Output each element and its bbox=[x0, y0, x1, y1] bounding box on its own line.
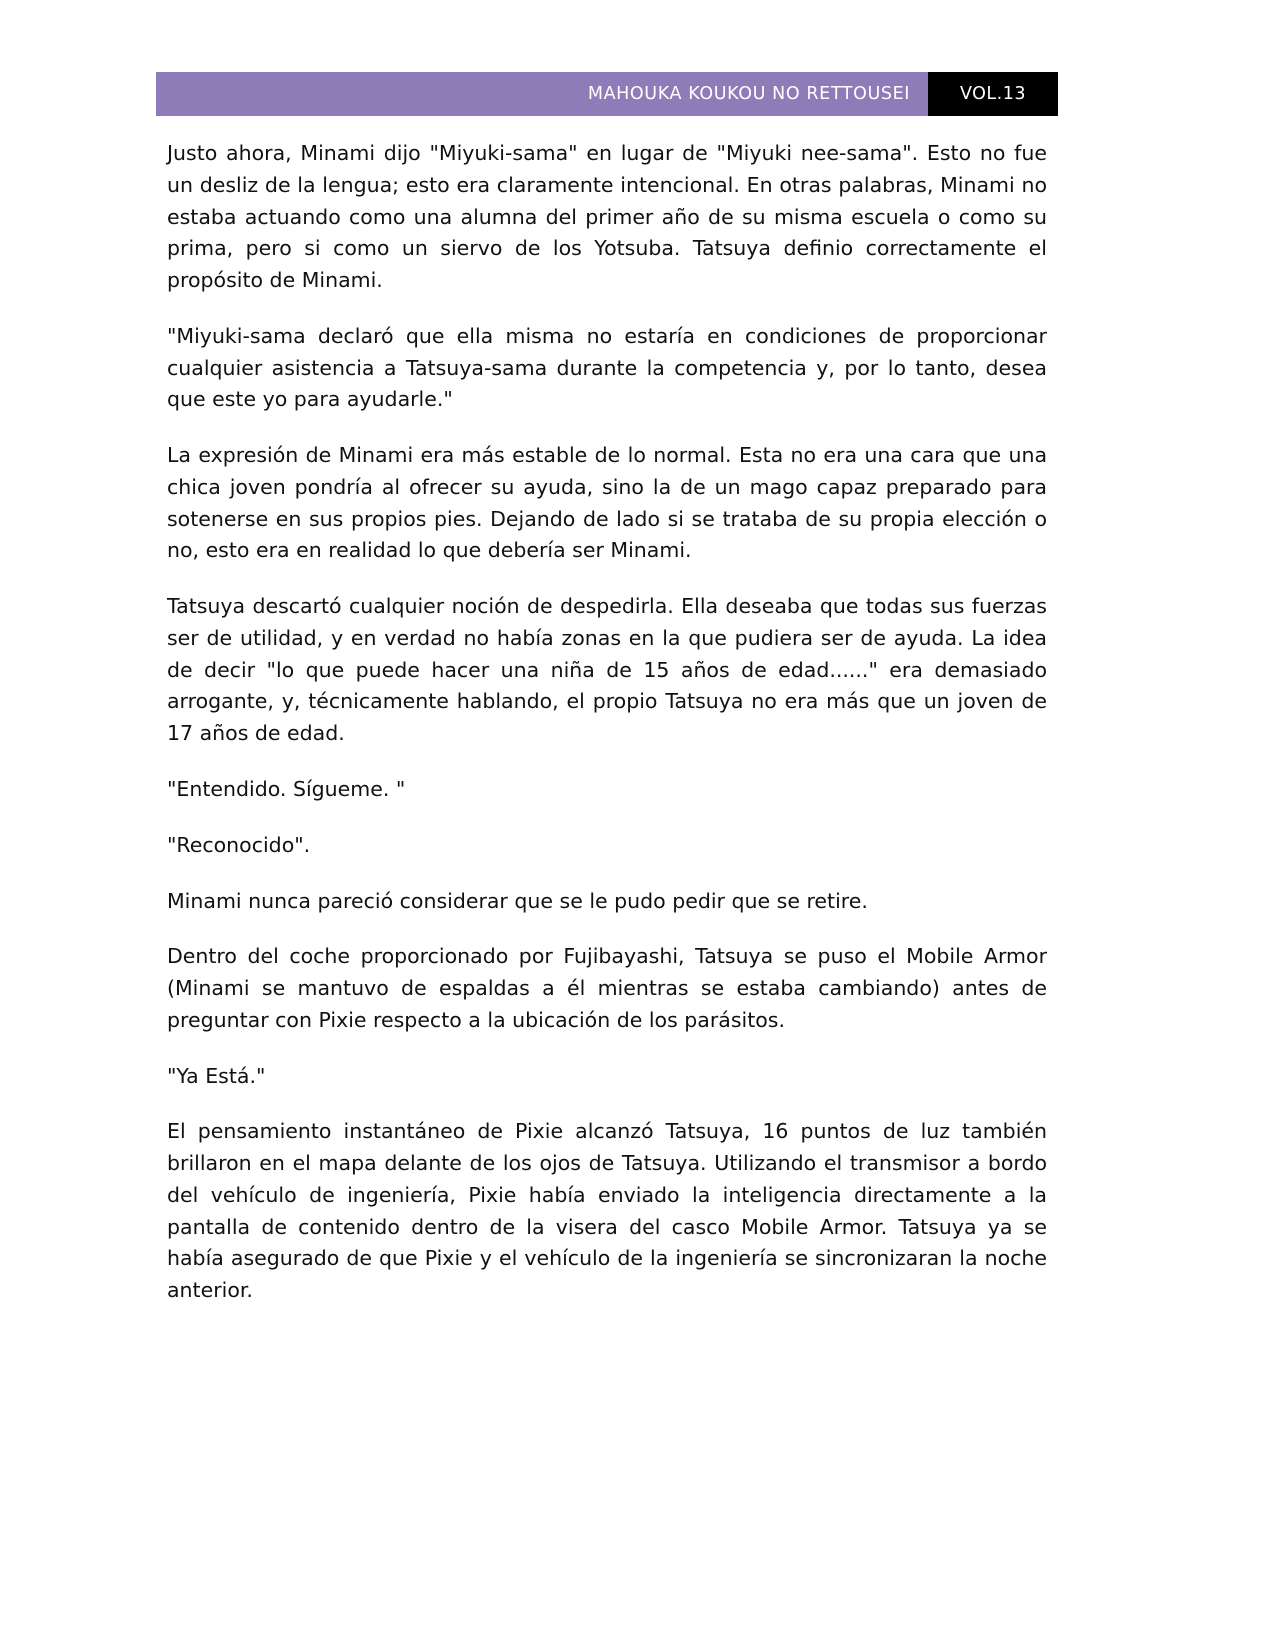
header-title-bar bbox=[156, 72, 928, 116]
paragraph: "Entendido. Sígueme. " bbox=[167, 777, 406, 802]
paragraph: "Miyuki-sama declaró que ella misma no estaría en condiciones de proporcionar cualquier asistencia a Tatsuya-sama durante la competencia y, por lo tanto, desea que este yo para ayudarle." bbox=[167, 323, 1047, 412]
paragraph: Dentro del coche proporcionado por Fujibayashi, Tatsuya se puso el Mobile Armor (Minami se mantuvo de espaldas a él mientras se estaba cambiando) antes de preguntar con Pixie respecto a la ubicación de los parásitos. bbox=[167, 944, 1047, 1032]
document-body bbox=[167, 138, 1047, 1307]
paragraph: El pensamiento instantáneo de Pixie alcanzó Tatsuya, 16 puntos de luz también brillaron en el mapa delante de los ojos de Tatsuya. Utilizando el transmisor a bordo del vehículo de ingeniería, Pixie había enviado la inteligencia directamente a la pantalla de contenido dentro de la visera del casco Mobile Armor. Tatsuya ya se había asegurado de que Pixie y el vehículo de la ingeniería se sincronizaran la noche anterior. bbox=[167, 1119, 1047, 1303]
paragraph: La expresión de Minami era más estable de lo normal. Esta no era una cara que una chica joven pondría al ofrecer su ayuda, sino la de un mago capaz preparado para sotenerse en sus propios pies. Dejando de lado si se trataba de su propia elección o no, esto era en realidad lo que debería ser Minami. bbox=[167, 443, 1047, 563]
paragraph: Tatsuya descartó cualquier noción de despedirla. Ella deseaba que todas sus fuerzas ser de utilidad, y en verdad no había zonas en la que pudiera ser de ayuda. La idea de decir "lo que puede hacer una niña de 15 años de edad......" era demasiado arrogante, y, técnicamente hablando, el propio Tatsuya no era más que un joven de 17 años de edad. bbox=[167, 594, 1047, 746]
paragraph: "Reconocido". bbox=[167, 832, 311, 857]
header-volume-label: VOL.13 bbox=[959, 84, 1027, 104]
header-series-title: MAHOUKA KOUKOU NO RETTOUSEI bbox=[587, 84, 910, 104]
paragraph: Minami nunca pareció considerar que se le pudo pedir que se retire. bbox=[167, 888, 868, 913]
page-header bbox=[156, 72, 1058, 116]
paragraph: "Ya Está." bbox=[167, 1063, 266, 1088]
paragraph: Justo ahora, Minami dijo "Miyuki-sama" en lugar de "Miyuki nee-sama". Esto no fue un desliz de la lengua; esto era claramente intencional. En otras palabras, Minami no estaba actuando como una alumna del primer año de su misma escuela o como su prima, pero si como un siervo de los Yotsuba. Tatsuya definio correctamente el propósito de Minami. bbox=[167, 141, 1047, 293]
header-volume-block bbox=[928, 72, 1058, 116]
